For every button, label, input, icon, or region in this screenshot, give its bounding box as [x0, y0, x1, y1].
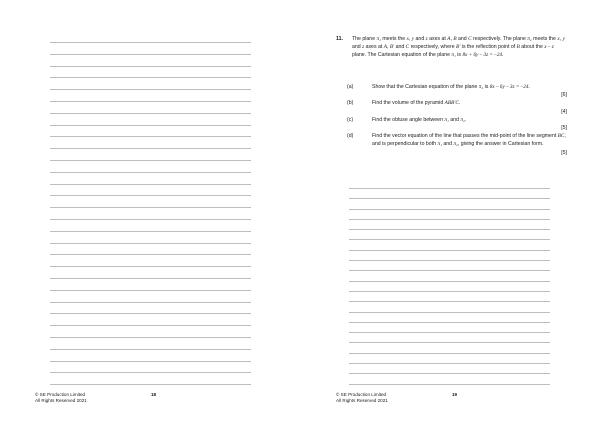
part-label: (c): [347, 116, 354, 123]
math-equation: 8x + 6y – 3z = –24: [462, 52, 503, 59]
stem-text: ,: [450, 36, 454, 42]
answer-line: [349, 188, 550, 189]
answer-line: [50, 219, 251, 220]
page-footer: [35, 392, 157, 404]
math-A: A: [447, 36, 451, 42]
stem-text: The plane: [352, 36, 377, 42]
math-pi2: π₂: [460, 116, 465, 123]
answer-line: [349, 373, 550, 374]
stem-text: and: [352, 44, 363, 51]
math-x: x: [557, 36, 560, 42]
math-B-prime: B′: [389, 44, 395, 51]
part-text-span: .: [528, 84, 530, 90]
answer-line: [50, 266, 251, 267]
part-text-span: Find the vector equation of the line that passes the mid-point of the line segment: [372, 133, 558, 140]
math-B: B: [453, 36, 457, 42]
rights-text: All Rights Reserved 2021: [35, 398, 87, 404]
marks: [5]: [561, 125, 567, 132]
answer-line: [50, 290, 251, 291]
stem-text: is: [455, 52, 463, 59]
answer-line: [50, 136, 251, 137]
question-parts: [347, 83, 567, 157]
answer-line: [349, 301, 550, 302]
answer-line: [349, 353, 550, 354]
math-pi2: π₂: [527, 36, 532, 42]
part-label: (d): [347, 133, 354, 140]
math-z: z: [425, 36, 428, 42]
stem-text: ,: [408, 36, 412, 42]
answer-line: [349, 260, 550, 261]
answer-line: [349, 332, 550, 333]
answer-line: [50, 313, 251, 314]
answer-line: [50, 66, 251, 67]
answer-line: [50, 243, 251, 244]
stem-text: meets the: [380, 36, 407, 42]
answer-line: [50, 349, 251, 350]
stem-text: and: [414, 36, 426, 42]
math-pi1: π₁: [451, 52, 456, 59]
rights-text: All Rights Reserved 2021: [336, 398, 388, 404]
stem-text: ,: [386, 44, 390, 51]
part-d: [347, 132, 567, 157]
part-text-span: .: [458, 100, 461, 107]
part-text-span: , and is perpendicular to both: [372, 133, 566, 148]
stem-text: and: [394, 44, 406, 51]
answer-line: [50, 325, 251, 326]
math-pyramid: ABB′C: [444, 100, 459, 107]
math-pi1: π₁: [376, 36, 381, 42]
part-label: (b): [347, 100, 354, 107]
answer-line: [349, 322, 550, 323]
answer-lines: [349, 188, 550, 385]
answer-line: [349, 384, 550, 385]
answer-line: [50, 278, 251, 279]
answer-line: [50, 101, 251, 102]
answer-line: [349, 239, 550, 240]
stem-text: and: [456, 36, 469, 42]
answer-line: [50, 207, 251, 208]
part-text-span: Show that the Cartesian equation of the plane: [372, 84, 479, 90]
answer-line: [349, 270, 550, 271]
answer-line: [349, 363, 550, 364]
stem-text: meets the: [531, 36, 558, 42]
answer-line: [50, 125, 251, 126]
math-y: y: [562, 36, 565, 42]
answer-lines: [50, 42, 251, 385]
answer-line: [50, 337, 251, 338]
answer-line: [50, 361, 251, 362]
answer-line: [50, 77, 251, 78]
page-number: 19: [452, 392, 458, 397]
math-segment: BC: [557, 133, 565, 140]
part-label: (a): [347, 84, 354, 90]
stem-text: .: [502, 52, 504, 59]
answer-line: [349, 209, 550, 210]
stem-text: is the reflection point of: [460, 44, 517, 51]
stem-text: respectively, where: [409, 44, 457, 51]
publisher-text: © SE Production Limited: [35, 392, 86, 397]
answer-line: [50, 184, 251, 185]
part-text: [372, 132, 567, 148]
math-y: y: [411, 36, 415, 42]
answer-line: [50, 160, 251, 161]
answer-line: [50, 42, 251, 43]
stem-text: ,: [559, 36, 563, 42]
part-text: [372, 116, 567, 124]
publisher-text: © SE Production Limited: [336, 392, 387, 397]
part-text-span: .: [464, 116, 467, 123]
answer-line: [50, 172, 251, 173]
part-b: [347, 99, 567, 115]
part-text-span: is: [483, 84, 490, 90]
stem-text: plane. The Cartesian equation of the plane: [352, 52, 452, 59]
answer-line: [349, 312, 550, 313]
answer-line: [349, 219, 550, 220]
answer-line: [50, 302, 251, 303]
answer-line: [50, 384, 251, 385]
stem-text: axes at: [427, 36, 448, 42]
answer-line: [349, 229, 550, 230]
answer-line: [50, 254, 251, 255]
math-pi2: π₂: [453, 141, 458, 148]
answer-line: [50, 89, 251, 90]
answer-line: [349, 250, 550, 251]
marks: [6]: [561, 92, 567, 99]
part-text-span: Find the obtuse angle between: [372, 116, 445, 123]
part-text-span: , giving the answer in Cartesian form.: [457, 141, 544, 148]
marks: [5]: [561, 149, 567, 156]
question-stem: [352, 35, 567, 60]
stem-text: axes at: [364, 44, 384, 51]
answer-line: [50, 113, 251, 114]
answer-line: [50, 231, 251, 232]
math-pi2: π₂: [478, 84, 484, 90]
math-C: C: [468, 36, 472, 42]
math-pi1: π₁: [444, 116, 449, 123]
math-z: z: [362, 44, 365, 51]
answer-line: [50, 54, 251, 55]
math-B-prime: B′: [456, 44, 461, 51]
part-text-span: Find the volume of the pyramid: [372, 100, 445, 107]
math-A: A: [383, 44, 387, 51]
page-number: 18: [151, 392, 157, 397]
part-text-span: and: [441, 141, 454, 148]
math-C: C: [405, 44, 410, 51]
right-page: [300, 0, 600, 424]
answer-line: [349, 291, 550, 292]
stem-text: about the: [519, 44, 545, 51]
part-text: [372, 99, 567, 107]
part-c: [347, 116, 567, 132]
answer-line: [349, 198, 550, 199]
answer-line: [50, 372, 251, 373]
part-text: [372, 83, 567, 91]
part-text-span: and: [448, 116, 461, 123]
page-footer: [336, 392, 458, 404]
answer-line: [349, 281, 550, 282]
marks: [4]: [561, 108, 567, 115]
question-number: 11.: [336, 36, 343, 42]
answer-line: [349, 342, 550, 343]
stem-text: respectively. The plane: [471, 36, 528, 42]
math-B: B: [516, 44, 520, 51]
math-xz-plane: x – z: [544, 44, 554, 51]
math-pi1: π₁: [437, 141, 442, 148]
part-a: [347, 83, 567, 99]
answer-line: [50, 148, 251, 149]
math-x: x: [406, 36, 409, 42]
math-equation: 8x – 6y – 3z = –24: [489, 84, 529, 90]
answer-line: [50, 195, 251, 196]
